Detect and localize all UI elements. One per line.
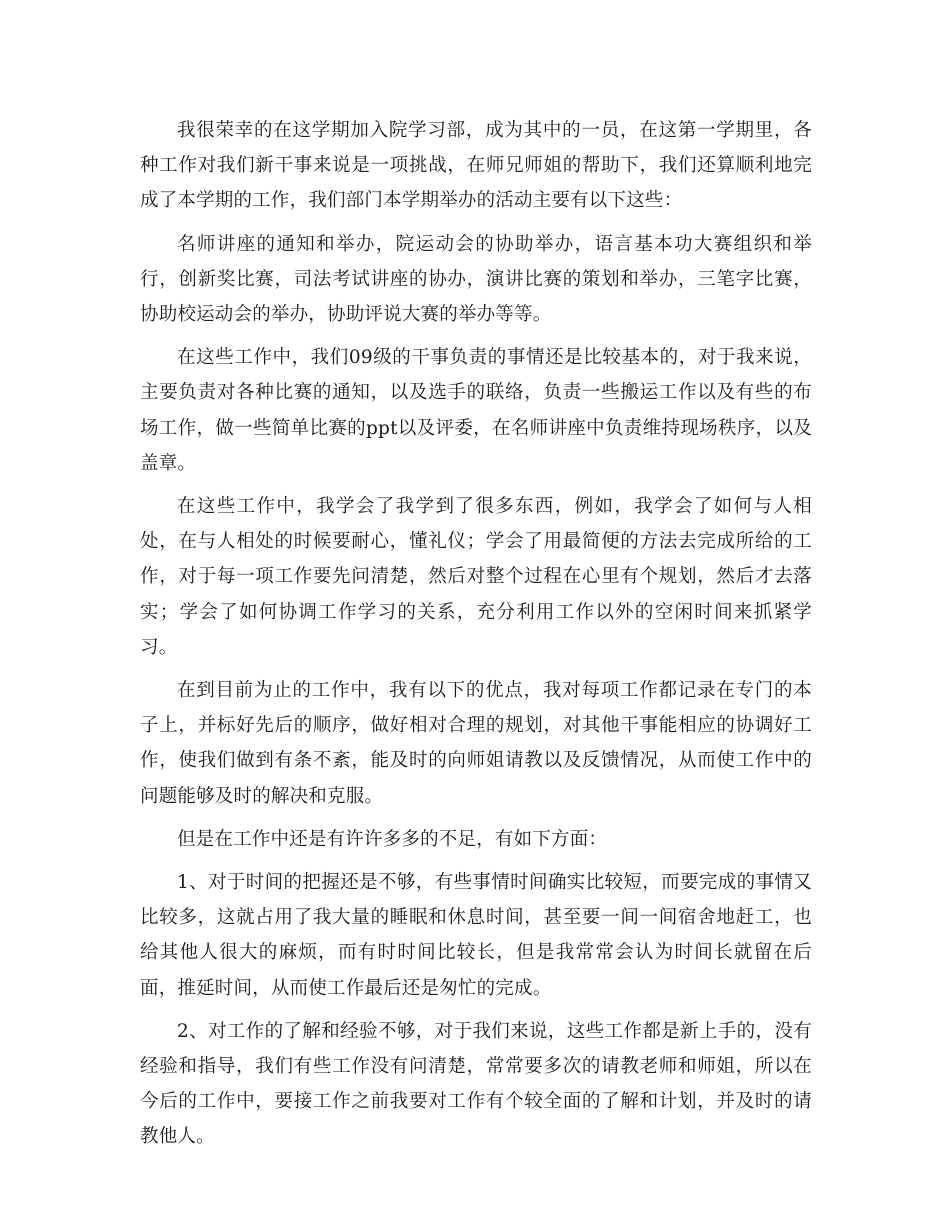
paragraph-responsibilities: 在这些工作中，我们09级的干事负责的事情还是比较基本的，对于我来说，主要负责对各种比赛的通知，以及选手的联络，负责一些搬运工作以及有些的布场工作，做一些简单比赛的ppt以及评委，在名师讲座中负责维持现场秩序，以及盖章。 — [140, 347, 812, 474]
paragraph-lessons: 在这些工作中，我学会了我学到了很多东西，例如，我学会了如何与人相处，在与人相处的时候要耐心，懂礼仪；学会了用最简便的方法去完成所给的工作，对于每一项工作要先问清楚，然后对整个过程在心里有个规划，然后才去落实；学会了如何协调工作学习的关系，充分利用工作以外的空闲时间来抓紧学习。 — [140, 496, 812, 658]
paragraph-shortcoming-1: 1、对于时间的把握还是不够，有些事情时间确实比较短，而要完成的事情又比较多，这就占用了我大量的睡眠和休息时间，甚至要一间一间宿舍地赶工，也给其他人很大的麻烦，而有时时间比较长，但是我常常会认为时间长就留在后面，推延时间，从而使工作最后还是匆忙的完成。 — [140, 872, 812, 999]
paragraph-shortcoming-2: 2、对工作的了解和经验不够，对于我们来说，这些工作都是新上手的，没有经验和指导，我们有些工作没有问清楚，常常要多次的请教老师和师姐，所以在今后的工作中，要接工作之前我要对工作有个较全面的了解和计划，并及时的请教他人。 — [140, 1020, 812, 1148]
paragraph-intro: 我很荣幸的在这学期加入院学习部，成为其中的一员，在这第一学期里，各种工作对我们新干事来说是一项挑战，在师兄师姐的帮助下，我们还算顺利地完成了本学期的工作，我们部门本学期举办的活动主要有以下这些： — [140, 120, 812, 212]
document-body — [140, 113, 812, 1163]
paragraph-strengths: 在到目前为止的工作中，我有以下的优点，我对每项工作都记录在专门的本子上，并标好先后的顺序，做好相对合理的规划，对其他干事能相应的协调好工作，使我们做到有条不紊，能及时的向师姐请教以及反馈情况，从而使工作中的问题能够及时的解决和克服。 — [140, 680, 812, 807]
paragraph-shortcomings-intro: 但是在工作中还是有许许多多的不足，有如下方面： — [177, 828, 608, 850]
paragraph-activities: 名师讲座的通知和举办，院运动会的协助举办，语言基本功大赛组织和举行，创新奖比赛，司法考试讲座的协办，演讲比赛的策划和举办，三笔字比赛，协助校运动会的举办，协助评说大赛的举办等等。 — [140, 233, 812, 326]
